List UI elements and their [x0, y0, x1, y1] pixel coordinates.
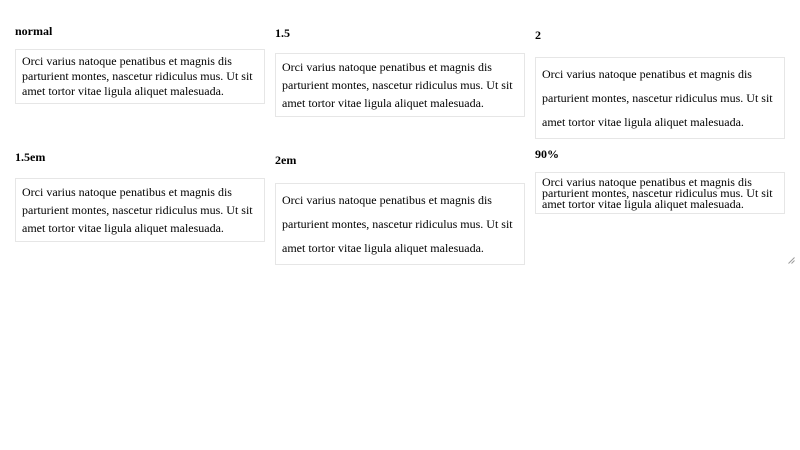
demo-text-box — [275, 183, 525, 265]
demo-text: Orci varius natoque penatibus et magnis dis parturient montes, nascetur ridiculus mus. Ut sit amet tortor vitae ligula aliquet malesuada. — [282, 60, 513, 110]
demo-text-box — [535, 172, 785, 214]
demo-text-box — [15, 49, 265, 104]
demo-label: 2 — [535, 28, 541, 42]
demo-text: Orci varius natoque penatibus et magnis dis parturient montes, nascetur ridiculus mus. Ut sit amet tortor vitae ligula aliquet malesuada. — [22, 54, 253, 98]
demo-text-box — [15, 178, 265, 242]
demo-label: normal — [15, 24, 53, 38]
demo-label: 90% — [535, 147, 559, 161]
demo-text: Orci varius natoque penatibus et magnis dis parturient montes, nascetur ridiculus mus. Ut sit amet tortor vitae ligula aliquet malesuada. — [282, 193, 513, 255]
resize-grip-icon[interactable] — [788, 257, 795, 264]
demo-label: 1.5 — [275, 26, 290, 40]
demo-label: 2em — [275, 153, 297, 167]
demo-text: Orci varius natoque penatibus et magnis dis parturient montes, nascetur ridiculus mus. Ut sit amet tortor vitae ligula aliquet malesuada. — [542, 175, 773, 211]
demo-text: Orci varius natoque penatibus et magnis dis parturient montes, nascetur ridiculus mus. Ut sit amet tortor vitae ligula aliquet malesuada. — [22, 185, 253, 235]
demo-text-box — [535, 57, 785, 139]
demo-label: 1.5em — [15, 150, 46, 164]
demo-text: Orci varius natoque penatibus et magnis dis parturient montes, nascetur ridiculus mus. Ut sit amet tortor vitae ligula aliquet malesuada. — [542, 67, 773, 129]
demo-text-box — [275, 53, 525, 117]
